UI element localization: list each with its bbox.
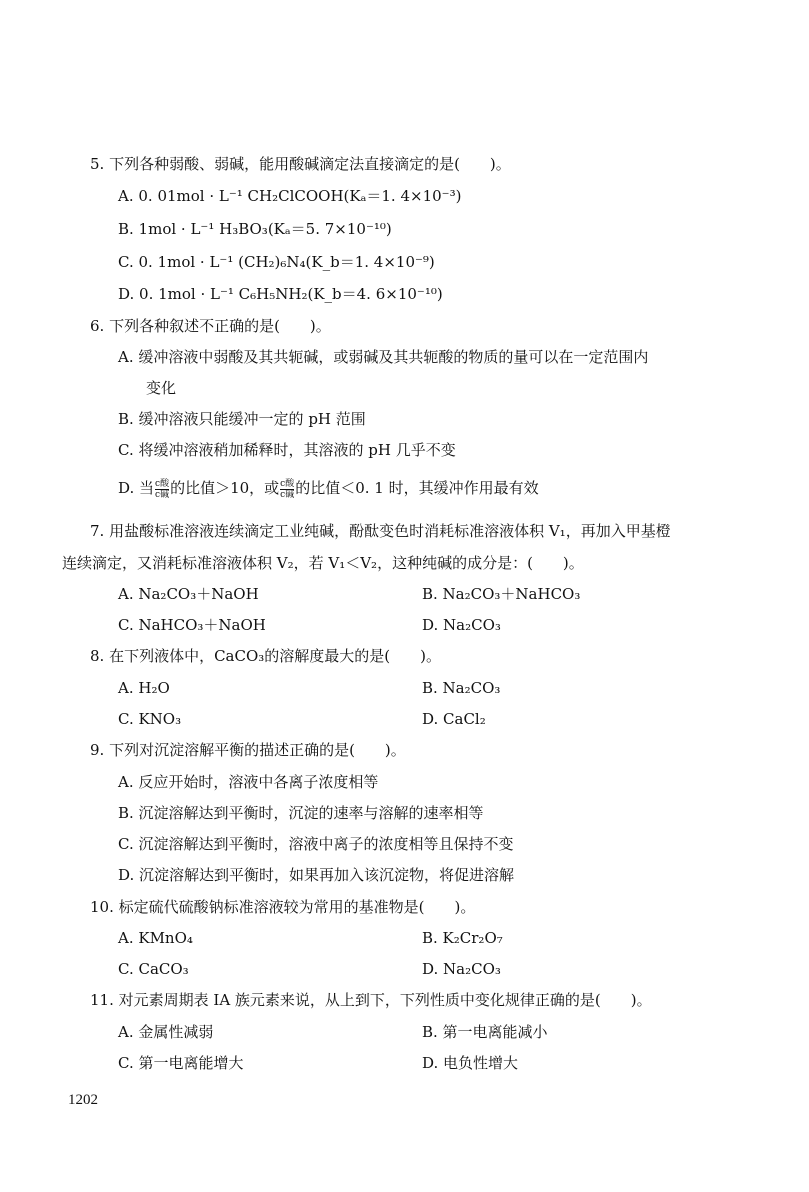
q5-stem: 5. 下列各种弱酸、弱碱，能用酸碱滴定法直接滴定的是( )。 [90,155,511,173]
q8-option-a: A. H₂O [118,679,170,697]
q8-option-d: D. CaCl₂ [422,710,486,728]
q11-option-a: A. 金属性减弱 [118,1023,214,1041]
page-number: 1202 [68,1092,98,1108]
q6-stem: 6. 下列各种叙述不正确的是( )。 [90,317,331,335]
fraction-denominator: c碱 [280,489,295,500]
q9-option-a: A. 反应开始时，溶液中各离子浓度相等 [118,773,379,791]
q8-option-c: C. KNO₃ [118,710,182,728]
q5-option-a: A. 0. 01mol · L⁻¹ CH₂ClCOOH(Kₐ＝1. 4×10⁻³) [118,187,462,205]
q5-option-c: C. 0. 1mol · L⁻¹ (CH₂)₆N₄(K_b＝1. 4×10⁻⁹) [118,253,435,271]
q8-option-b: B. Na₂CO₃ [422,679,501,697]
q7-option-a: A. Na₂CO₃＋NaOH [118,585,259,603]
q7-stem-line2: 连续滴定，又消耗标准溶液体积 V₂，若 V₁＜V₂，这种纯碱的成分是：( )。 [62,554,584,572]
ratio-fraction-1 [155,479,169,500]
q9-option-d: D. 沉淀溶解达到平衡时，如果再加入该沉淀物，将促进溶解 [118,866,515,884]
q6-d-mid: 的比值＞10，或 [170,479,280,497]
q6-option-b: B. 缓冲溶液只能缓冲一定的 pH 范围 [118,410,366,428]
q11-stem: 11. 对元素周期表 IA 族元素来说，从上到下，下列性质中变化规律正确的是( )。 [90,991,652,1009]
q7-option-c: C. NaHCO₃＋NaOH [118,616,266,634]
q6-option-a-line2: 变化 [146,379,177,397]
ratio-fraction-2 [280,479,294,500]
q6-option-a-line1: A. 缓冲溶液中弱酸及其共轭碱，或弱碱及其共轭酸的物质的量可以在一定范围内 [118,348,649,366]
q11-option-b: B. 第一电离能减小 [422,1023,548,1041]
fraction-numerator: c酸 [155,478,170,489]
q6-option-c: C. 将缓冲溶液稍加稀释时，其溶液的 pH 几乎不变 [118,441,456,459]
fraction-numerator: c酸 [280,478,295,489]
fraction-denominator: c碱 [155,489,170,500]
q10-option-d: D. Na₂CO₃ [422,960,501,978]
q8-stem: 8. 在下列液体中，CaCO₃的溶解度最大的是( )。 [90,647,441,665]
q6-d-prefix: D. 当 [118,479,155,497]
q9-stem: 9. 下列对沉淀溶解平衡的描述正确的是( )。 [90,741,406,759]
q10-option-b: B. K₂Cr₂O₇ [422,929,503,947]
q9-option-c: C. 沉淀溶解达到平衡时，溶液中离子的浓度相等且保持不变 [118,835,514,853]
q10-stem: 10. 标定硫代硫酸钠标准溶液较为常用的基准物是( )。 [90,898,476,916]
q6-d-suffix: 的比值＜0. 1 时，其缓冲作用最有效 [295,479,539,497]
q5-option-b: B. 1mol · L⁻¹ H₃BO₃(Kₐ＝5. 7×10⁻¹⁰) [118,220,392,238]
q11-option-c: C. 第一电离能增大 [118,1054,244,1072]
q10-option-a: A. KMnO₄ [118,929,193,947]
q10-option-c: C. CaCO₃ [118,960,189,978]
q11-option-d: D. 电负性增大 [422,1054,519,1072]
q7-stem-line1: 7. 用盐酸标准溶液连续滴定工业纯碱，酚酞变色时消耗标准溶液体积 V₁，再加入甲基橙 [90,522,671,540]
q5-option-d: D. 0. 1mol · L⁻¹ C₆H₅NH₂(K_b＝4. 6×10⁻¹⁰) [118,285,443,303]
q9-option-b: B. 沉淀溶解达到平衡时，沉淀的速率与溶解的速率相等 [118,804,484,822]
q7-option-b: B. Na₂CO₃＋NaHCO₃ [422,585,581,603]
q6-option-d [118,478,539,500]
q7-option-d: D. Na₂CO₃ [422,616,501,634]
